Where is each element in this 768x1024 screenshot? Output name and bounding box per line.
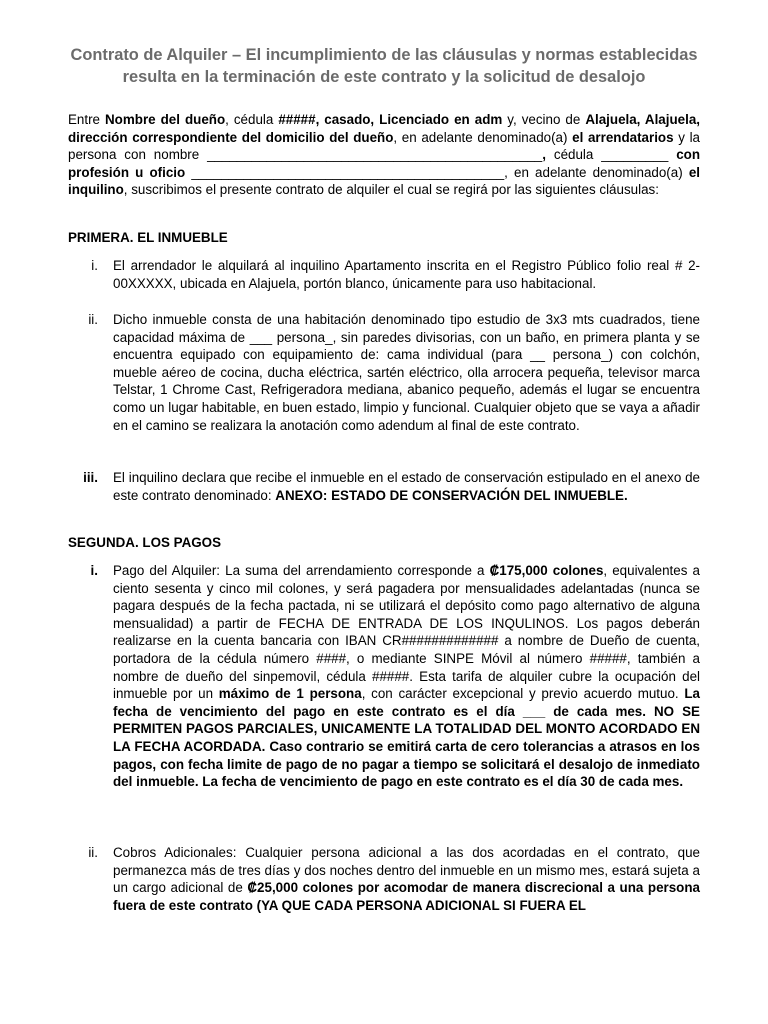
clause-item: [68, 469, 700, 504]
intro-text: Entre: [68, 112, 106, 127]
intro-text: , en adelante denominado(a): [393, 129, 573, 145]
section-heading-pagos: SEGUNDA. LOS PAGOS: [68, 535, 222, 550]
clause-text: [113, 562, 700, 791]
clause-text-part: , equivalentes a ciento sesenta y cinco mil colones, y será pagadera por mensualidades adelantadas (nunca se pagara después de la fecha pactada, ni se utilizará el depósito como pago alternativo de alguna mensualidad) a partir de FECHA DE ENTRADA DE LOS INQULINOS. Los pagos deberán realizarse en la cuenta bancaria con IBAN CR############# a nombre de Dueño de cuenta, portadora de la cédula número ####, o mediante SINPE Móvil al número #####, también a nombre de dueño del sinpemovil, cédula #####. Esta tarifa de alquiler cubre la ocupación del inmueble por un: [113, 563, 700, 702]
owner-address: Alajuela, Alajuela, dirección correspondiente del domicilio del dueño: [68, 112, 700, 145]
clause-text: [113, 844, 700, 914]
additional-charges: ₡25,000 colones por acomodar de manera discrecional a una persona fuera de este contrato (YA QUE CADA PERSONA ADICIONAL SI FUERA EL: [113, 880, 700, 913]
clause-number: i.: [91, 258, 98, 273]
clause-number: i.: [90, 563, 98, 578]
clause-number: iii.: [83, 470, 98, 485]
profession-label: con profesión u oficio: [68, 147, 700, 180]
clause-text-part: , con carácter excepcional y previo acuerdo mutuo.: [361, 686, 685, 702]
clause-text-part: El inquilino declara que recibe el inmueble en el estado de conservación estipulado en el anexo de este contrato denominado:: [113, 470, 700, 503]
intro-paragraph: [68, 111, 700, 199]
clause-item: [68, 257, 700, 292]
clause-text-part: Cobros Adicionales: Cualquier persona adicional a las dos acordadas en el contrato, que permanezca más de tres días y dos noches dentro del inmueble en un mismo mes, estará sujeta a un cargo adicional de: [113, 845, 700, 896]
intro-text: , suscribimos el presente contrato de alquiler el cual se regirá por las siguientes cláusulas:: [123, 182, 659, 198]
clause-text: Dicho inmueble consta de una habitación denominado tipo estudio de 3x3 mts cuadrados, tiene capacidad máxima de ___ persona_, sin paredes divisorias, con un baño, en primera planta y se encuentra equipado con equipamiento de: cama individual (para __ persona_) con colchón, mueble aéreo de cocina, ducha eléctrica, sartén eléctrico, olla arrocera pequeña, televisor marca Telstar, 1 Chrome Cast, Refrigeradora mediana, abanico pequeño, además el lugar se encuentra como un lugar habitable, en buen estado, limpio y funcional. Cualquier objeto que se vaya a añadir en el camino se realizara la anotación como adendum al final de este contrato.: [113, 312, 700, 433]
intro-text: __________________________________________, en adelante denominado(a): [185, 164, 689, 180]
owner-id: #####, casado, Licenciado en adm: [278, 112, 503, 127]
payment-terms: La fecha de vencimiento del pago en este contrato es el día ___ de cada mes. NO SE PERMITEN PAGOS PARCIALES, UNICAMENTE LA TOTALIDAD DEL MONTO ACORDADO EN LA FECHA ACORDADA. Caso contrario se emitirá carta de cero tolerancias a atrasos en los pagos, con fecha limite de pago de no pagar a tiempo se solicitará el desalojo de inmediato del inmueble. La fecha de vencimiento de pago en este contrato es el día 30 de cada mes.: [113, 686, 700, 790]
max-occupancy: máximo de 1 persona: [218, 686, 362, 702]
rent-amount: ₡175,000 colones: [489, 563, 604, 578]
intro-text: y la persona con nombre _____________________________________________: [68, 129, 700, 163]
owner-name: Nombre del dueño: [105, 112, 226, 127]
intro-comma: ,: [542, 147, 546, 163]
clause-number: ii.: [88, 845, 98, 860]
intro-text: cédula _________: [545, 147, 677, 163]
section-heading-inmueble: PRIMERA. EL INMUEBLE: [68, 230, 228, 245]
annex-reference: ANEXO: ESTADO DE CONSERVACIÓN DEL INMUEBLE.: [275, 487, 628, 503]
clause-item: [68, 562, 700, 791]
intro-text: , cédula: [225, 112, 279, 127]
clause-item: [68, 311, 700, 434]
clause-item: [68, 844, 700, 914]
landlord-term: el arrendatarios: [572, 129, 674, 145]
tenant-term: el inquilino: [68, 164, 700, 198]
intro-text: y, vecino de: [502, 112, 586, 127]
document-title: Contrato de Alquiler – El incumplimiento de las cláusulas y normas establecidas resulta en la terminación de este contrato y la solicitud de desalojo: [70, 46, 698, 86]
clause-number: ii.: [88, 312, 98, 327]
clause-text: El arrendador le alquilará al inquilino Apartamento inscrita en el Registro Público folio real # 2-00XXXXX, ubicada en Alajuela, portón blanco, únicamente para uso habitacional.: [113, 258, 700, 291]
clause-text-part: Pago del Alquiler: La suma del arrendamiento corresponde a: [113, 563, 490, 578]
clause-text: [113, 469, 700, 504]
